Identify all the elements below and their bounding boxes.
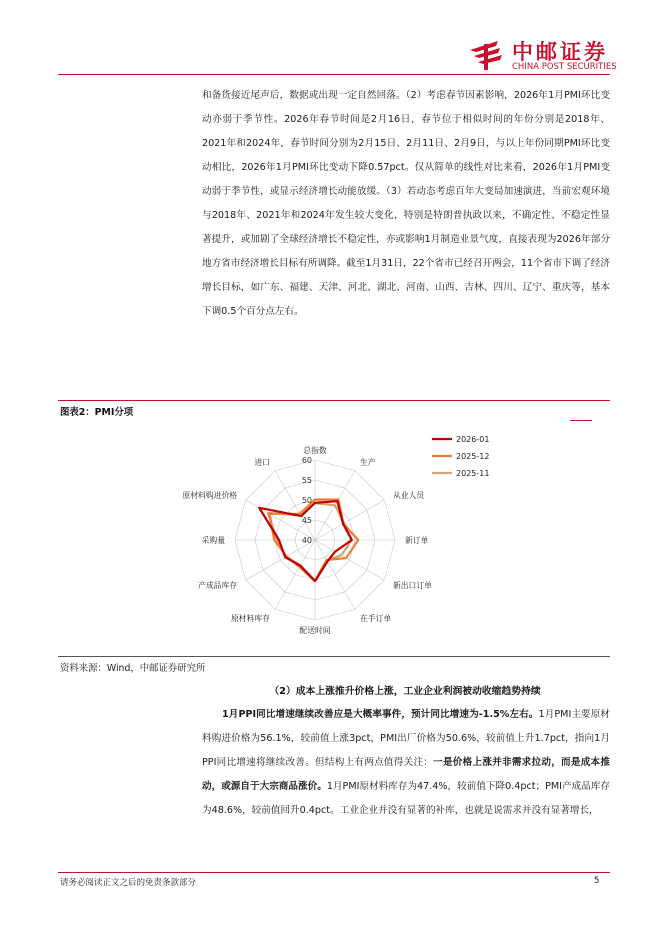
axis-label: 采购量 — [201, 536, 225, 545]
axis-label: 原材料购进价格 — [182, 491, 238, 500]
logo-icon — [466, 38, 506, 72]
tick-label: 50 — [301, 496, 312, 505]
axis-label: 在手订单 — [360, 613, 392, 623]
section-heading: （2）成本上涨推升价格上涨，工业企业利润被动收缩趋势持续 — [269, 686, 541, 697]
paragraph-tail: 1月PMI原材料库存为47.4%，较前值下降0.4pct；PMI产成品库存为48.6%，较前值回升0.4pct。工业企业并没有显著的补库，也就是说需求并没有显著增长， — [202, 781, 611, 816]
footer-divider — [58, 872, 610, 873]
radar-grid — [235, 460, 395, 620]
axis-label: 新订单 — [405, 536, 429, 545]
chart-legend — [432, 435, 489, 478]
tick-label: 60 — [301, 456, 312, 465]
axis-label: 新出口订单 — [392, 581, 432, 590]
paragraph-text — [202, 703, 610, 823]
body-paragraph-bottom — [202, 703, 610, 823]
brand-name-en: CHINA POST SECURITIES — [512, 62, 617, 72]
figure-title: 图表2：PMI分项 — [60, 407, 134, 418]
body-paragraph-top — [202, 84, 610, 324]
paragraph-mid: 1月PMI主要原材料购进价格为56.1%，较前值上涨3pct，PMI出厂价格为50.6%，较前值上升1.7pct，指向1月PPI同比增速将继续改善。但结构上有两点值得关注： — [202, 709, 610, 768]
axis-label: 产成品库存 — [198, 581, 238, 590]
lead-sentence: 1月PPI同比增速继续改善应是大概率事件，预计同比增速为-1.5%左右。 — [222, 709, 539, 720]
axis-label: 原材料库存 — [231, 613, 270, 623]
radar-chart — [150, 425, 610, 655]
tick-label: 55 — [301, 476, 312, 485]
paragraph-text: 和备货接近尾声后，数据或出现一定自然回落。（2）考虑春节因素影响，2026年1月PMI环比变动亦弱于季节性。2026年春节时间是2月16日，春节位于相似时间的年份分别是2018年、2021年和2024年，春节时间分别为2月15日、2月11日、2月9日，与以上年份同期PMI环比变动相比，2026年1月PMI环比变动下降0.57pct。仅从简单的线性对比来看，2026年1月PMI变动弱于季节性，或显示经济增长动能放缓。（3）若动态考虑百年大变局加速演进，当前宏观环境与2018年、2021年和2024年发生较大变化，特别是特朗普执政以来，不确定性、不稳定性显著提升，或加剧了全球经济增长不稳定性，亦或影响1月制造业景气度，直接表现为2026年部分地方省市经济增长目标有所调降。截至1月31日，22个省市已经召开两会，11个省市下调了经济增长目标，如广东、福建、天津、河北、湖北、河南、山西、吉林、四川、辽宁、重庆等，基本下调0.5个百分点左右。 — [202, 90, 610, 317]
figure-bottom-rule — [58, 656, 610, 657]
figure-source: 资料来源：Wind，中邮证券研究所 — [60, 663, 206, 674]
highlight-sentence: 一是价格上涨并非需求拉动，而是成本推动，或源自于大宗商品涨价。 — [202, 757, 610, 792]
page-number: 5 — [594, 876, 600, 886]
axis-label: 生产 — [360, 458, 376, 468]
tick-label: 45 — [301, 516, 312, 525]
header-divider — [58, 74, 610, 75]
legend-label: 2026-01 — [456, 435, 490, 444]
axis-label: 配送时间 — [299, 626, 331, 635]
axis-label: 总指数 — [303, 446, 327, 455]
axis-label: 进口 — [254, 458, 270, 468]
tick-label: 40 — [301, 536, 312, 545]
legend-label: 2025-12 — [456, 452, 490, 461]
figure-accent-rule — [570, 420, 592, 421]
footer-disclaimer: 请务必阅读正文之后的免责条款部分 — [60, 878, 197, 888]
figure-top-rule — [58, 400, 610, 401]
brand-name-cn: 中邮证券 — [512, 40, 608, 64]
legend-label: 2025-11 — [456, 469, 490, 478]
axis-label: 从业人员 — [392, 491, 425, 500]
